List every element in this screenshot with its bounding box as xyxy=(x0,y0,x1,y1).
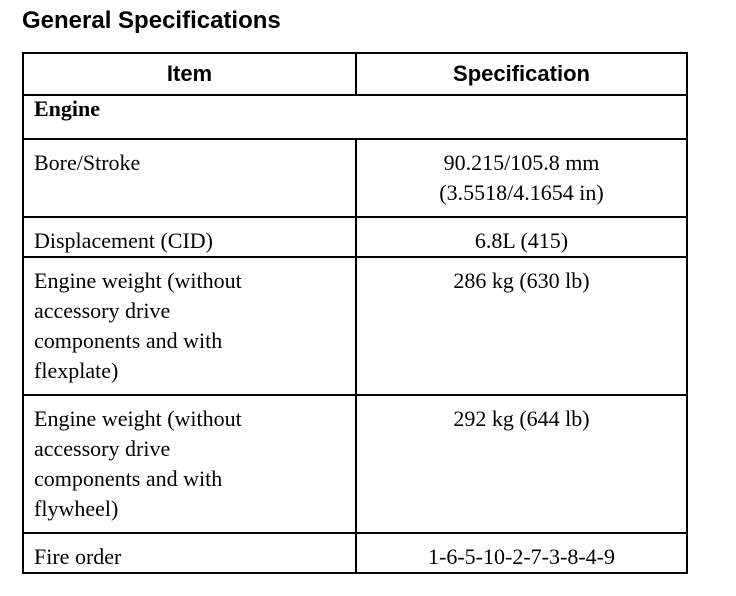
table-row xyxy=(23,257,687,395)
spec-table xyxy=(22,52,688,574)
spec-text: 292 kg (644 lb) xyxy=(453,406,590,431)
item-text: Displacement (CID) xyxy=(34,228,213,253)
header-specification: Specification xyxy=(356,53,687,95)
spec-text: (3.5518/4.1654 in) xyxy=(439,180,604,205)
section-row xyxy=(23,95,687,139)
item-text: Fire order xyxy=(34,544,122,569)
table-row xyxy=(23,139,687,217)
spec-cell xyxy=(356,257,687,395)
item-text: accessory drive xyxy=(34,298,171,323)
table-row xyxy=(23,533,687,573)
spec-cell xyxy=(356,139,687,217)
item-text: Engine weight (without xyxy=(34,268,242,293)
item-cell xyxy=(23,257,356,395)
item-cell xyxy=(23,395,356,533)
item-cell xyxy=(23,533,356,573)
item-cell xyxy=(23,217,356,257)
spec-cell xyxy=(356,533,687,573)
item-cell xyxy=(23,139,356,217)
spec-cell xyxy=(356,395,687,533)
item-text: flexplate) xyxy=(34,358,119,383)
item-text: flywheel) xyxy=(34,496,119,521)
item-text: components and with xyxy=(34,466,223,491)
spec-text: 90.215/105.8 mm xyxy=(443,150,600,175)
item-text: Engine weight (without xyxy=(34,406,242,431)
table-row xyxy=(23,217,687,257)
item-text: Bore/Stroke xyxy=(34,150,141,175)
header-row xyxy=(23,53,687,95)
page-title: General Specifications xyxy=(22,7,281,34)
item-text: components and with xyxy=(34,328,223,353)
spec-cell xyxy=(356,217,687,257)
item-text: accessory drive xyxy=(34,436,171,461)
spec-text: 286 kg (630 lb) xyxy=(453,268,590,293)
section-engine: Engine xyxy=(23,95,687,139)
spec-text: 1-6-5-10-2-7-3-8-4-9 xyxy=(428,544,615,569)
spec-text: 6.8L (415) xyxy=(474,228,569,253)
header-item: Item xyxy=(23,53,356,95)
table-row xyxy=(23,395,687,533)
